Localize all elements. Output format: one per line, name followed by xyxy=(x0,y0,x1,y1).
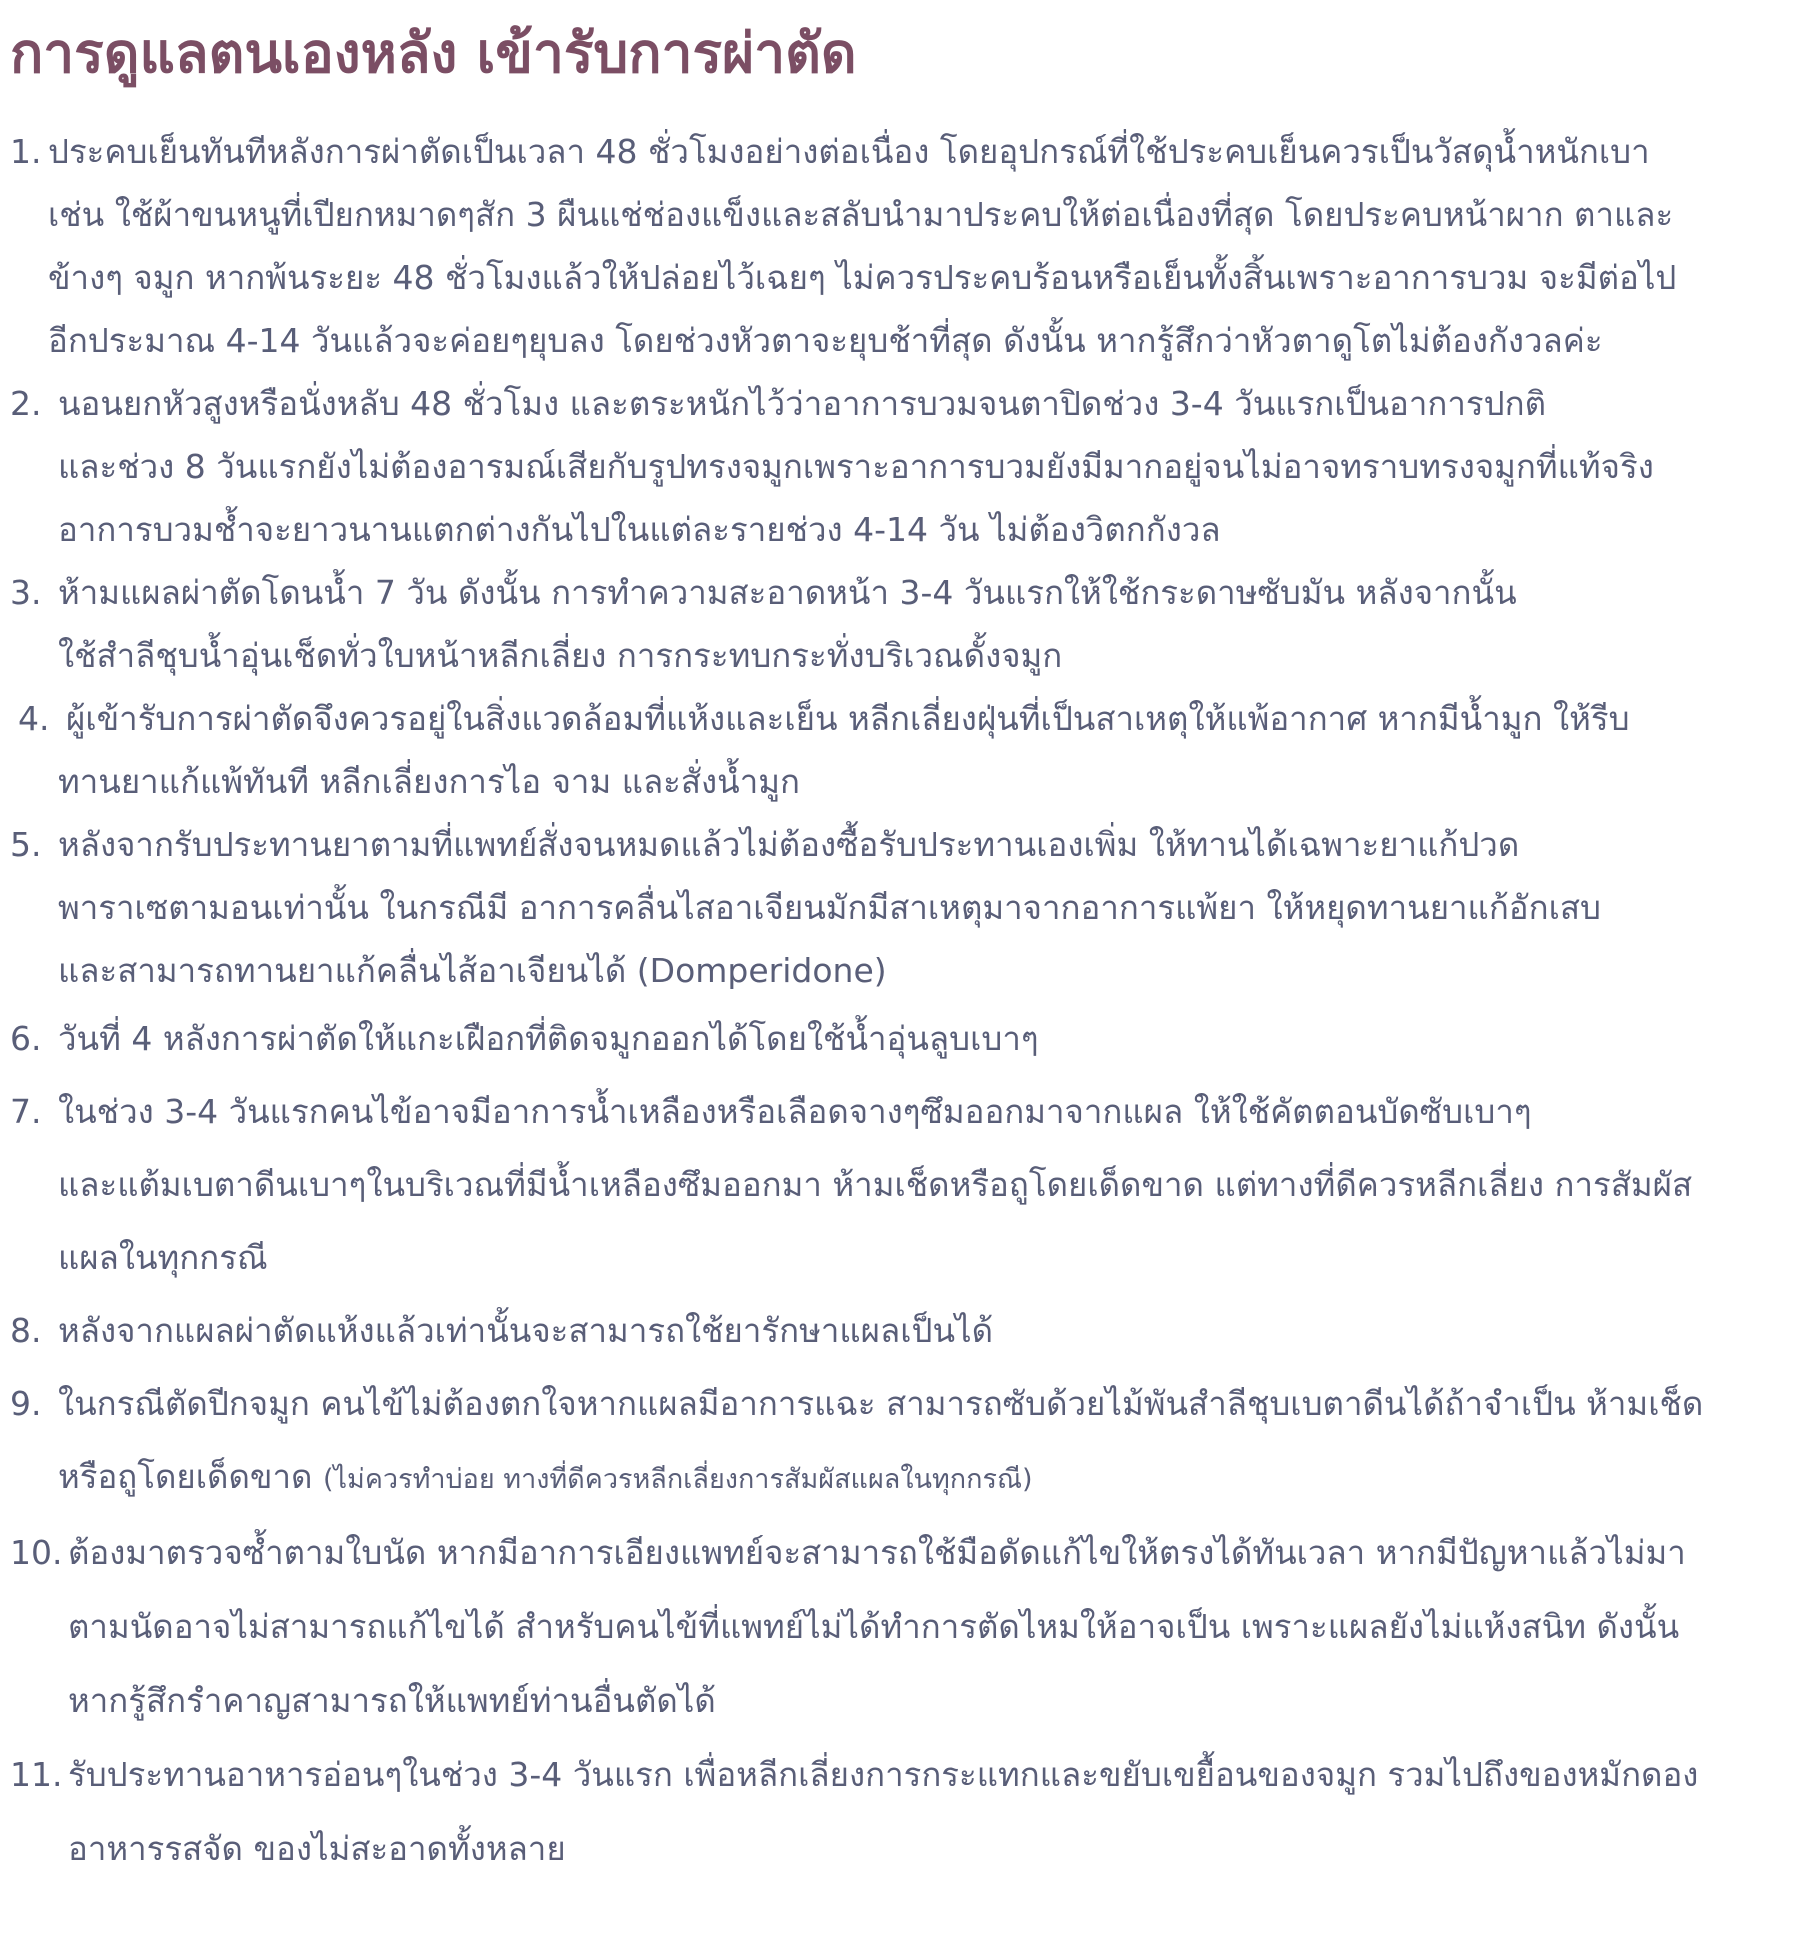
item-number: 9. xyxy=(10,1384,42,1423)
item-number: 6. xyxy=(10,1019,42,1058)
item-text-segment: หรือถูโดยเด็ดขาด xyxy=(58,1457,313,1496)
item-text-line: หลังจากรับประทานยาตามที่แพทย์สั่งจนหมดแล้วไม่ต้องซื้อรับประทานเองเพิ่ม ให้ทานได้เฉพาะยาแก้ปวด xyxy=(58,825,1520,864)
item-text-line: แผลในทุกกรณี xyxy=(58,1238,268,1277)
item-number: 2. xyxy=(10,384,42,423)
item-number: 10. xyxy=(10,1533,63,1572)
item-text-line: ในช่วง 3-4 วันแรกคนไข้อาจมีอาการน้ำเหลืองหรือเลือดจางๆซึมออกมาจากแผล ให้ใช้คัตตอนบัดซับเบาๆ xyxy=(58,1092,1532,1131)
item-text-line xyxy=(58,1440,1776,1516)
item-text-line: ต้องมาตรวจซ้ำตามใบนัด หากมีอาการเอียงแพทย์จะสามารถใช้มือดัดแก้ไขให้ตรงได้ทันเวลา หากมีปัญหาแล้วไม่มา xyxy=(68,1533,1686,1572)
item-text-line: ทานยาแก้แพ้ทันที หลีกเลี่ยงการไอ จาม และสั่งน้ำมูก xyxy=(58,762,800,801)
item-text-line: ตามนัดอาจไม่สามารถแก้ไขได้ สำหรับคนไข้ที่แพทย์ไม่ได้ทำการตัดไหมให้อาจเป็น เพราะแผลยังไม่แห้งสนิท ดังนั้น xyxy=(68,1607,1680,1646)
item-number: 7. xyxy=(10,1092,42,1131)
item-text-line: อาการบวมช้ำจะยาวนานแตกต่างกันไปในแต่ละรายช่วง 4-14 วัน ไม่ต้องวิตกกังวล xyxy=(58,510,1221,549)
item-text-line: และช่วง 8 วันแรกยังไม่ต้องอารมณ์เสียกับรูปทรงจมูกเพราะอาการบวมยังมีมากอยู่จนไม่อาจทราบทรงจมูกที่แท้จริง xyxy=(58,447,1654,486)
item-text-line: วันที่ 4 หลังการผ่าตัดให้แกะเฝือกที่ติดจมูกออกได้โดยใช้น้ำอุ่นลูบเบาๆ xyxy=(58,1019,1039,1058)
item-number: 8. xyxy=(10,1311,42,1350)
item-text-line: ในกรณีตัดปีกจมูก คนไข้ไม่ต้องตกใจหากแผลมีอาการแฉะ สามารถซับด้วยไม้พันสำลีชุบเบตาดีนได้ถ้าจำเป็น ห้ามเช็ด xyxy=(58,1384,1704,1423)
item-text-line: เช่น ใช้ผ้าขนหนูที่เปียกหมาดๆสัก 3 ผืนแช่ช่องแข็งและสลับนำมาประคบให้ต่อเนื่องที่สุด โดยประคบหน้าผาก ตาและ xyxy=(48,195,1674,234)
item-number: 11. xyxy=(10,1755,63,1794)
item-text-line: นอนยกหัวสูงหรือนั่งหลับ 48 ชั่วโมง และตระหนักไว้ว่าอาการบวมจนตาปิดช่วง 3-4 วันแรกเป็นอาการปกติ xyxy=(58,384,1546,423)
item-number: 1. xyxy=(10,132,42,171)
item-text-line: ผู้เข้ารับการผ่าตัดจึงควรอยู่ในสิ่งแวดล้อมที่แห้งและเย็น หลีกเลี่ยงฝุ่นที่เป็นสาเหตุให้แพ้อากาศ หากมีน้ำมูก ให้รีบ xyxy=(66,699,1630,738)
list-item xyxy=(10,1294,1776,1367)
list-item xyxy=(10,1075,1776,1294)
item-text-line: รับประทานอาหารอ่อนๆในช่วง 3-4 วันแรก เพื่อหลีกเลี่ยงการกระแทกและขยับเขยื้อนของจมูก รวมไปถึงของหมักดอง xyxy=(68,1755,1699,1794)
item-text-line: หลังจากแผลผ่าตัดแห้งแล้วเท่านั้นจะสามารถใช้ยารักษาแผลเป็นได้ xyxy=(58,1311,994,1350)
item-text-line: และแต้มเบตาดีนเบาๆในบริเวณที่มีน้ำเหลืองซึมออกมา ห้ามเช็ดหรือถูโดยเด็ดขาด แต่ทางที่ดีควรหลีกเลี่ยง การสัมผัส xyxy=(58,1165,1693,1204)
item-number: 5. xyxy=(10,825,42,864)
document-page xyxy=(0,14,1800,1943)
item-text-line: อาหารรสจัด ของไม่สะอาดทั้งหลาย xyxy=(68,1829,566,1868)
item-note: (ไม่ควรทำบ่อย ทางที่ดีควรหลีกเลี่ยงการสัมผัสแผลในทุกกรณี) xyxy=(322,1464,1033,1495)
item-number: 4. xyxy=(18,699,50,738)
item-text-line: ประคบเย็นทันทีหลังการผ่าตัดเป็นเวลา 48 ชั่วโมงอย่างต่อเนื่อง โดยอุปกรณ์ที่ใช้ประคบเย็นควรเป็นวัสดุน้ำหนักเบา xyxy=(48,132,1650,171)
item-text-line: พาราเซตามอนเท่านั้น ในกรณีมี อาการคลื่นไสอาเจียนมักมีสาเหตุมาจากอาการแพ้ยา ให้หยุดทานยาแก้อักเสบ xyxy=(58,888,1601,927)
item-text-line: และสามารถทานยาแก้คลื่นไส้อาเจียนได้ (Domperidone) xyxy=(58,951,887,990)
list-item xyxy=(10,561,1776,687)
list-item xyxy=(10,687,1776,813)
page-title: การดูแลตนเองหลัง เข้ารับการผ่าตัด xyxy=(10,21,857,85)
list-item xyxy=(10,372,1776,561)
item-text-line: ห้ามแผลผ่าตัดโดนน้ำ 7 วัน ดังนั้น การทำความสะอาดหน้า 3-4 วันแรกให้ใช้กระดาษซับมัน หลังจากนั้น xyxy=(58,573,1517,612)
item-text-line: ข้างๆ จมูก หากพ้นระยะ 48 ชั่วโมงแล้วให้ปล่อยไว้เฉยๆ ไม่ควรประคบร้อนหรือเย็นทั้งสิ้นเพราะอาการบวม จะมีต่อไป xyxy=(48,258,1677,297)
list-item xyxy=(10,1738,1776,1886)
item-text-line: ใช้สำลีชุบน้ำอุ่นเช็ดทั่วใบหน้าหลีกเลี่ยง การกระทบกระทั่งบริเวณดั้งจมูก xyxy=(58,636,1063,675)
item-text-line: อีกประมาณ 4-14 วันแล้วจะค่อยๆยุบลง โดยช่วงหัวตาจะยุบช้าที่สุด ดังนั้น หากรู้สึกว่าหัวตาดูโตไม่ต้องกังวลค่ะ xyxy=(48,321,1603,360)
list-item xyxy=(10,120,1776,372)
care-instructions-list xyxy=(10,120,1776,1886)
list-item xyxy=(10,813,1776,1002)
item-text-line: หากรู้สึกรำคาญสามารถให้แพทย์ท่านอื่นตัดได้ xyxy=(68,1681,716,1720)
item-number: 3. xyxy=(10,573,42,612)
list-item xyxy=(10,1367,1776,1516)
list-item xyxy=(10,1002,1776,1075)
list-item xyxy=(10,1516,1776,1738)
